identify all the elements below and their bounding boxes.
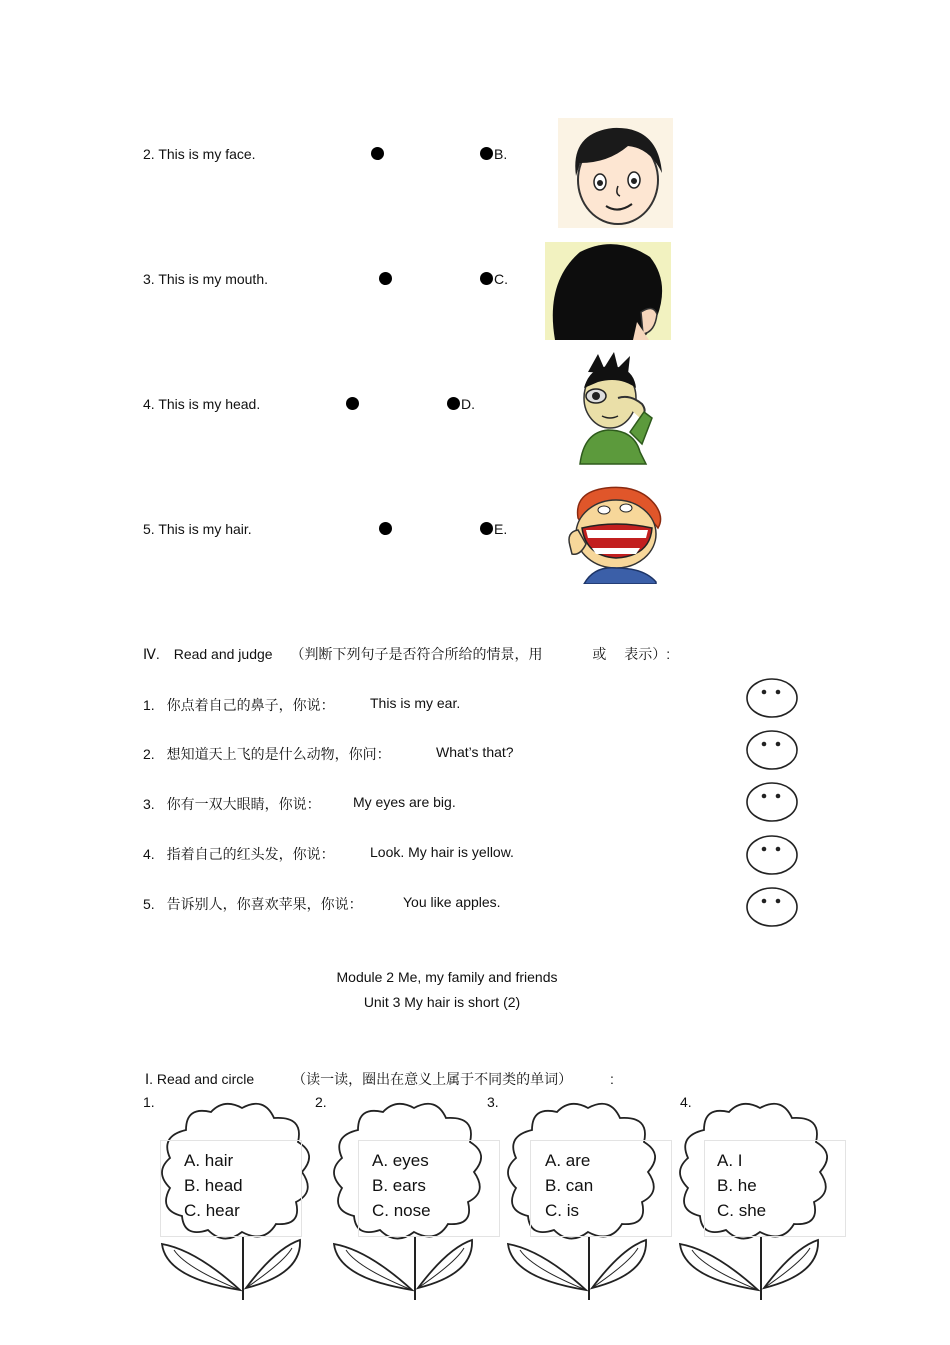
judge-item-2 — [143, 744, 391, 764]
boy-face-icon — [558, 118, 673, 228]
module-title: Module 2 Me, my family and friends — [336, 969, 558, 985]
flower-num-3: 3. — [487, 1094, 499, 1110]
option-c[interactable]: C. is — [545, 1201, 579, 1220]
flower-num-4: 4. — [680, 1094, 692, 1110]
smiley-face-icon[interactable] — [745, 729, 799, 771]
judge-item-en: Look. My hair is yellow. — [370, 844, 514, 860]
match-letter-d: D. — [461, 396, 475, 412]
flower-num-1: 1. — [143, 1094, 155, 1110]
option-b[interactable]: B. can — [545, 1176, 594, 1195]
judge-item-num: 5. — [143, 896, 155, 912]
match-dot-right-5[interactable] — [480, 522, 493, 535]
judge-header-cn-b: 表示）: — [624, 646, 671, 662]
judge-item-1 — [143, 695, 335, 715]
match-dot-left-2[interactable] — [371, 147, 384, 160]
smiley-face-icon[interactable] — [745, 781, 799, 823]
circle-header — [145, 1069, 614, 1089]
match-dot-left-3[interactable] — [379, 272, 392, 285]
circle-header-cn: （读一读，圈出在意义上属于不同类的单词） — [292, 1071, 573, 1087]
judge-item-cn: 想知道天上飞的是什么动物，你问： — [166, 746, 391, 762]
match-dot-right-4[interactable] — [447, 397, 460, 410]
smiley-face-icon[interactable] — [745, 677, 799, 719]
judge-item-4 — [143, 844, 335, 864]
circle-header-en: Ⅰ. Read and circle — [145, 1071, 255, 1087]
judge-item-cn: 你有一双大眼睛，你说： — [166, 796, 321, 812]
smiley-face-icon[interactable] — [745, 834, 799, 876]
option-b[interactable]: B. he — [717, 1176, 757, 1195]
match-dot-left-4[interactable] — [346, 397, 359, 410]
judge-item-num: 2. — [143, 746, 155, 762]
judge-item-cn: 告诉别人，你喜欢苹果，你说： — [166, 896, 363, 912]
match-letter-e: E. — [494, 521, 508, 537]
option-b[interactable]: B. head — [184, 1176, 243, 1195]
option-b[interactable]: B. ears — [372, 1176, 426, 1195]
match-letter-c: C. — [494, 271, 508, 287]
circle-header-colon: : — [609, 1071, 614, 1087]
judge-header-num: Ⅳ. — [143, 646, 160, 662]
judge-item-cn: 你点着自己的鼻子，你说： — [166, 697, 335, 713]
judge-header — [143, 644, 670, 664]
boy-pointing-eye-icon — [568, 352, 666, 467]
boy-showing-mouth-icon — [560, 484, 668, 584]
match-dot-right-3[interactable] — [480, 272, 493, 285]
option-a[interactable]: A. hair — [184, 1151, 234, 1170]
option-a[interactable]: A. eyes — [372, 1151, 429, 1170]
judge-item-5 — [143, 894, 363, 914]
smiley-face-icon[interactable] — [745, 886, 799, 928]
option-c[interactable]: C. hear — [184, 1201, 240, 1220]
match-sentence-2: 2. This is my face. — [143, 146, 256, 162]
judge-item-3 — [143, 794, 321, 814]
match-sentence-3: 3. This is my mouth. — [143, 271, 269, 287]
judge-item-num: 1. — [143, 697, 155, 713]
judge-header-cn-or: 或 — [592, 646, 607, 662]
unit-title: Unit 3 My hair is short (2) — [363, 994, 521, 1010]
judge-item-en: This is my ear. — [370, 695, 461, 711]
option-c[interactable]: C. nose — [372, 1201, 431, 1220]
match-dot-right-2[interactable] — [480, 147, 493, 160]
option-c[interactable]: C. she — [717, 1201, 767, 1220]
back-of-head-hair-icon — [545, 242, 671, 340]
judge-item-num: 4. — [143, 846, 155, 862]
judge-item-en: My eyes are big. — [353, 794, 456, 810]
flower-num-2: 2. — [315, 1094, 327, 1110]
judge-item-en: What’s that? — [436, 744, 514, 760]
judge-item-en: You like apples. — [403, 894, 501, 910]
option-a[interactable]: A. I — [717, 1151, 743, 1170]
match-dot-left-5[interactable] — [379, 522, 392, 535]
judge-header-en: Read and judge — [173, 646, 273, 662]
judge-item-num: 3. — [143, 796, 155, 812]
option-a[interactable]: A. are — [545, 1151, 591, 1170]
match-letter-b: B. — [494, 146, 508, 162]
judge-header-cn-a: （判断下列句子是否符合所给的情景，用 — [290, 646, 543, 662]
match-sentence-5: 5. This is my hair. — [143, 521, 252, 537]
judge-item-cn: 指着自己的红头发，你说： — [166, 846, 335, 862]
match-sentence-4: 4. This is my head. — [143, 396, 261, 412]
